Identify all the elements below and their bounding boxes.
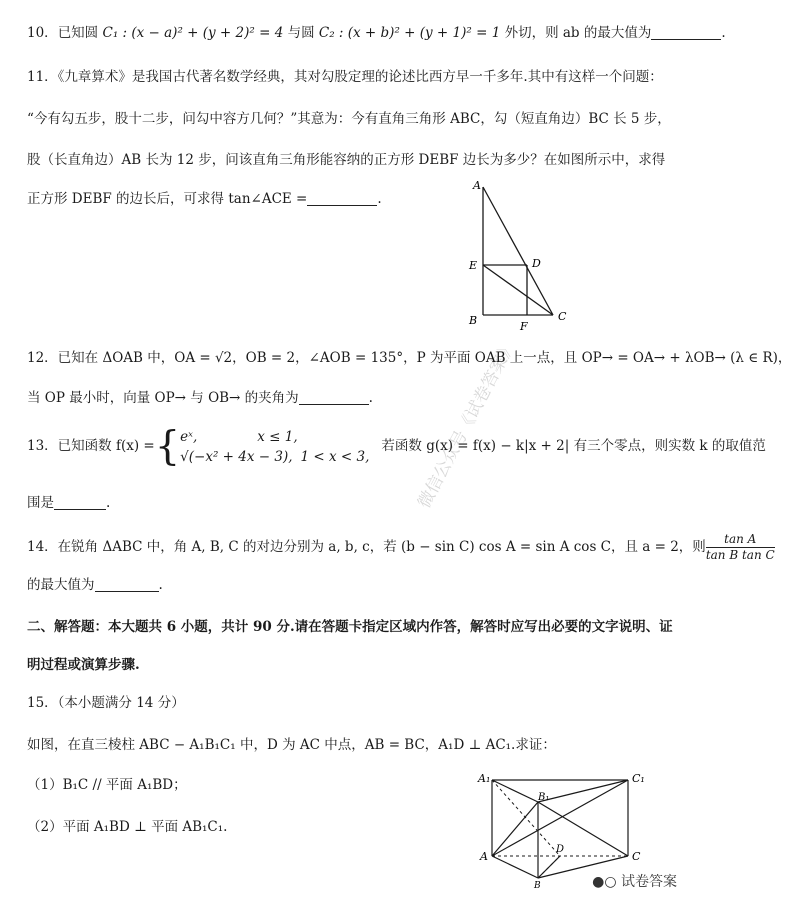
label-c-bottom: C: [632, 850, 641, 863]
segment-ce: [483, 265, 553, 315]
label-b-bottom: B: [534, 881, 541, 891]
answer-blank-14[interactable]: [95, 577, 159, 592]
label-d: D: [556, 844, 565, 855]
question-15-intro: 如图，在直三棱柱 ABC − A₁B₁C₁ 中，D 为 AC 中点，AB = BC，A₁D ⊥ AC₁.求证：: [27, 737, 556, 753]
question-11-line-4: 正方形 DEBF 的边长后，可求得 tan∠ACE = .: [27, 191, 382, 207]
answer-blank-10[interactable]: [651, 25, 721, 40]
right-triangle-figure: [455, 175, 585, 335]
circle-c2: C₂ : (x + b)² + (y + 1)² = 1: [318, 25, 501, 41]
question-14-line-2: 的最大值为 .: [27, 577, 163, 593]
label-c1: C₁: [632, 772, 645, 785]
answer-blank-13[interactable]: [54, 495, 106, 510]
label-d: D: [532, 257, 541, 270]
piecewise-function: eˣ, x ≤ 1, √(−x² + 4x − 3), 1 < x < 3,: [180, 428, 370, 465]
answer-blank-11[interactable]: [307, 191, 377, 206]
label-a: A: [473, 179, 481, 192]
question-10: 10．已知圆 C₁ : (x − a)² + (y + 2)² = 4 与圆 C₂ : (x + b)² + (y + 1)² = 1 外切，则 ab 的最大值为 .: [27, 25, 726, 41]
watermark-logo: ●○ 试卷答案: [592, 874, 677, 890]
label-b1: B₁: [538, 792, 550, 803]
tan-fraction: $\frac{\text{tan A}}{\text{tan B tan C}}$: [705, 532, 775, 562]
label-e: E: [469, 259, 478, 272]
wechat-icon: ●○: [592, 874, 617, 890]
label-c: C: [558, 310, 567, 323]
label-a1: A₁: [478, 772, 491, 785]
question-15-title: 15．（本小题满分 14 分）: [27, 695, 185, 711]
question-13-line-1: 13．已知函数 f(x) ={ eˣ, x ≤ 1, √(−x² + 4x − 3), 1 < x < 3, 若函数 g(x) = f(x) − k|x + 2| 有三个零点，则实数 k 的取值范: [27, 423, 766, 470]
label-a-bottom: A: [480, 850, 488, 863]
question-11-line-2: “今有勾五步，股十二步，问勾中容方几何？”其意为：今有直角三角形 ABC，勾（短直角边）BC 长 5 步，: [27, 111, 671, 127]
question-11-line-1: 11．《九章算术》是我国古代著名数学经典，其对勾股定理的论述比西方早一千多年.其中有这样一个问题：: [27, 69, 663, 85]
section-2-heading-line-1: 二、解答题：本大题共 6 小题，共计 90 分.请在答题卡指定区域内作答，解答时应写出必要的文字说明、证: [27, 619, 673, 635]
question-12-line-2: 当 OP 最小时，向量 OP→ 与 OB→ 的夹角为 .: [27, 390, 373, 406]
question-12-line-1: 12．已知在 ΔOAB 中，OA = √2，OB = 2，∠AOB = 135°，P 为平面 OAB 上一点，且 OP→ = OA→ + λOB→ (λ ∈ R)，: [27, 350, 791, 366]
question-15-part-1: （1）B₁C // 平面 A₁BD；: [27, 777, 187, 793]
watermark-text: 微信公众号《试卷答案》: [414, 337, 520, 512]
label-b: B: [469, 314, 478, 327]
side-ac: [483, 187, 553, 315]
circle-c1: C₁ : (x − a)² + (y + 2)² = 4: [102, 25, 284, 41]
section-2-heading-line-2: 明过程或演算步骤.: [27, 657, 140, 673]
question-14-line-1: 14．在锐角 ΔABC 中，角 A, B, C 的对边分别为 a, b, c，若 (b − sin C) cos A = sin A cos C，且 a = 2，则 $\frac{\text{tan A}}{\text{tan B tan C}}$: [27, 532, 775, 562]
question-15-part-2: （2）平面 A₁BD ⊥ 平面 AB₁C₁.: [27, 819, 228, 835]
answer-blank-12[interactable]: [299, 390, 369, 405]
label-f: F: [520, 320, 528, 333]
question-11-line-3: 股（长直角边）AB 长为 12 步，问该直角三角形能容纳的正方形 DEBF 边长为多少？在如图所示中，求得: [27, 152, 666, 168]
question-13-line-2: 围是 .: [27, 495, 111, 511]
